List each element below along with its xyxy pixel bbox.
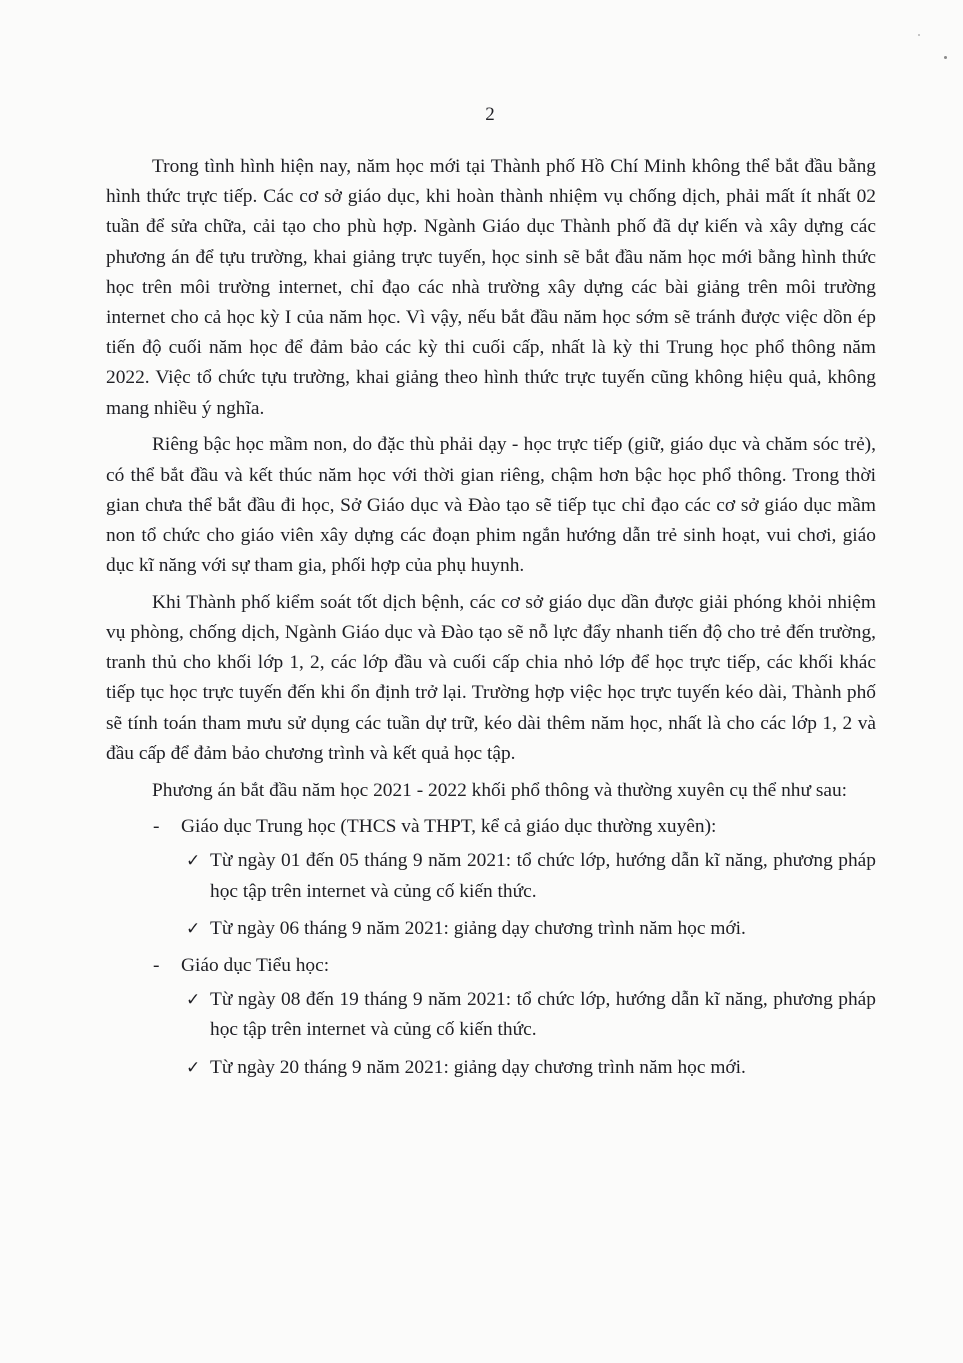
- page-number: 2: [485, 104, 495, 125]
- schedule-text: Từ ngày 20 tháng 9 năm 2021: giảng dạy chương trình năm học mới.: [210, 1056, 746, 1078]
- paragraph: Trong tình hình hiện nay, năm học mới tại Thành phố Hồ Chí Minh không thể bắt đầu bằng hình thức trực tiếp. Các cơ sở giáo dục, khi hoàn thành nhiệm vụ chống dịch, phải mất ít nhất 02 tuần để sửa chữa, cải tạo cho phù hợp. Ngành Giáo dục Thành phố đã dự kiến và xây dựng các phương án để tựu trường, khai giảng trực tuyến, học sinh sẽ bắt đầu năm học mới bằng hình thức học trên môi trường internet, chỉ đạo các nhà trường xây dựng các bài giảng trên môi trường internet cho cả học kỳ I của năm học. Vì vậy, nếu bắt đầu năm học sớm sẽ tránh được việc dồn ép tiến độ cuối năm học để đảm bảo các kỳ thi cuối cấp, nhất là kỳ thi Trung học phổ thông năm 2022. Việc tổ chức tựu trường, khai giảng theo hình thức trực tuyến cũng không hiệu quả, không mang nhiều ý nghĩa.: [106, 156, 876, 419]
- dash-bullet-icon: -: [153, 816, 160, 838]
- schedule-item: [106, 985, 876, 1045]
- schedule-item: [106, 914, 876, 944]
- schedule-text: Từ ngày 06 tháng 9 năm 2021: giảng dạy chương trình năm học mới.: [210, 917, 746, 939]
- document-body: [106, 152, 876, 1090]
- checkmark-icon: ✓: [186, 1057, 201, 1078]
- section-secondary-education: [106, 812, 876, 842]
- paragraph: Khi Thành phố kiểm soát tốt dịch bệnh, các cơ sở giáo dục dần được giải phóng khỏi nhiệm vụ phòng, chống dịch, Ngành Giáo dục và Đào tạo sẽ nỗ lực đẩy nhanh tiến độ cho trẻ đến trường, tranh thủ cho khối lớp 1, 2, các lớp đầu và cuối cấp chia nhỏ lớp để học trực tiếp, các khối khác tiếp tục học trực tuyến đến khi ổn định trở lại. Trường hợp việc học trực tuyến kéo dài, Thành phố sẽ tính toán tham mưu sử dụng các tuần dự trữ, kéo dài thêm năm học, nhất là cho các lớp 1, 2 và đầu cấp để đảm bảo chương trình và kết quả học tập.: [106, 591, 876, 764]
- section-heading: Giáo dục Trung học (THCS và THPT, kể cả giáo dục thường xuyên):: [181, 816, 717, 838]
- paragraph: Riêng bậc học mầm non, do đặc thù phải dạy - học trực tiếp (giữ, giáo dục và chăm sóc trẻ), có thể bắt đầu và kết thúc năm học với thời gian riêng, chậm hơn bậc học phổ thông. Trong thời gian chưa thể bắt đầu đi học, Sở Giáo dục và Đào tạo sẽ tiếp tục chỉ đạo các cơ sở giáo dục mầm non tổ chức cho giáo viên xây dựng các đoạn phim ngắn hướng dẫn trẻ sinh hoạt, vui chơi, giáo dục kĩ năng với sự tham gia, phối hợp của phụ huynh.: [106, 434, 876, 577]
- schedule-item: [106, 1053, 876, 1083]
- schedule-text: Từ ngày 08 đến 19 tháng 9 năm 2021: tổ chức lớp, hướng dẫn kĩ năng, phương pháp học tập trên internet và củng cố kiến thức.: [210, 989, 876, 1041]
- schedule-text: Từ ngày 01 đến 05 tháng 9 năm 2021: tổ chức lớp, hướng dẫn kĩ năng, phương pháp học tập trên internet và củng cố kiến thức.: [210, 850, 876, 902]
- scan-speck: [918, 34, 920, 36]
- section-heading: Giáo dục Tiểu học:: [181, 955, 330, 977]
- section-primary-education: [106, 951, 876, 981]
- paragraph: Phương án bắt đầu năm học 2021 - 2022 khối phổ thông và thường xuyên cụ thể như sau:: [152, 779, 848, 801]
- checkmark-icon: ✓: [186, 918, 201, 939]
- scan-speck: [944, 56, 947, 59]
- checkmark-icon: ✓: [186, 851, 201, 872]
- schedule-item: [106, 846, 876, 906]
- dash-bullet-icon: -: [153, 955, 160, 977]
- checkmark-icon: ✓: [186, 990, 201, 1011]
